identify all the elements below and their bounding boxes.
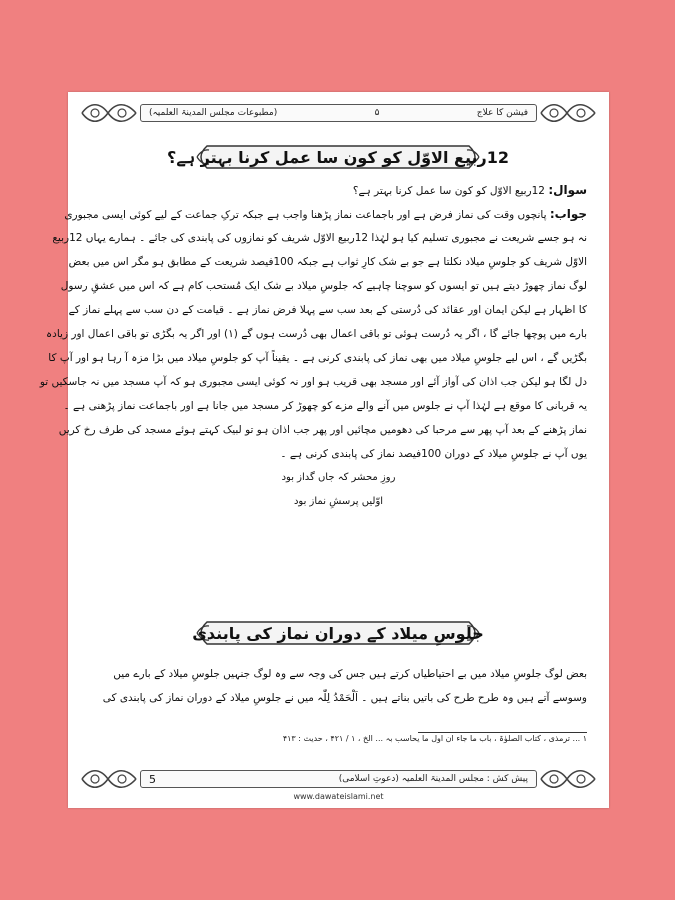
- section2-line-0: بعض لوگ جلوسِ میلاد میں بے احتیاطیاں کرتے ہیں جس کی وجہ سے وہ لوگ جنہیں جلوسِ میلاد کے بارے میں: [113, 668, 587, 680]
- answer-line-9: نماز پڑھنے کے بعد آپ پھر سے مرحبا کی دھومیں مچائیں اور پھر جب اذان ہو تو لبیک کہتے ہوئے مسجد کی طرف رخ کریں: [58, 424, 587, 436]
- answer-line-4: کا اظہار ہے لیکن ایمان اور عقائد کی دُرستی کے بعد سب سے پہلا فرض نماز ہے ۔ قیامت کے دن سب سے پہلے نماز کے: [68, 304, 587, 316]
- answer-line: [64, 202, 587, 226]
- section2-line-1: وسوسے آتے ہیں وہ طرح طرح کی باتیں بناتے ہیں ۔ اَلْحَمْدُ لِلّٰہ میں نے جلوسِ میلاد کے دوران نماز کی پابندی کی: [102, 692, 587, 704]
- section2-body: [90, 662, 587, 710]
- section2-title-banner: [193, 620, 483, 646]
- footnote: ۱ ... ترمذی ، کتاب الصلوٰۃ ، باب ما جاء ان اول ما یحاسب بہ ... الخ ، ۱ / ۴۲۱ ، حدیث : ۴۱۳: [282, 734, 587, 743]
- answer-line-2: الاوّل شریف کو جلوسِ میلاد نکلتا ہے جو بے شک کارِ ثواب ہے جبکہ 100فیصد شریعت کے مطابق ہو مگر اس میں بعض: [68, 256, 587, 268]
- answer-line-7: دل لگا ہو لیکن جب اذان کی آواز آئے اور مسجد بھی قریب ہو اور نہ کوئی ایسی مجبوری ہو کہ آپ مسجد میں نہ جاسکیں تو: [39, 376, 587, 388]
- answer-line-8: یہ قربانی کا موقع ہے لہٰذا آپ نے جلوس میں آنے والے مزے کو چھوڑ کر مسجد میں جانا ہے اور باجماعت نماز پڑھنی ہے ۔: [63, 400, 587, 412]
- website-url: www.dawateislami.net: [293, 792, 384, 801]
- answer-line-10: یوں آپ نے جلوسِ میلاد کے دوران 100فیصد نماز کی پابندی کرنی ہے ۔: [280, 448, 587, 460]
- question-text: 12ربیع الاوّل کو کون سا عمل کرنا بہتر ہے؟: [352, 185, 545, 197]
- poem-line-2: اوّلیں پرسشِ نماز بود: [293, 496, 384, 507]
- book-title: فیشن کا علاج: [476, 108, 528, 118]
- answer-label: جواب:: [549, 207, 587, 221]
- header-page-number: ۵: [374, 108, 380, 118]
- footer-publisher: پیش کش : مجلس المدینۃ العلمیہ (دعوتِ اسلامی): [338, 774, 528, 784]
- footer-box: [140, 770, 537, 788]
- document-page: [39, 92, 609, 808]
- footer-ornament-left-icon: [80, 766, 138, 792]
- question-line: [90, 178, 587, 202]
- answer-line-0: پانچوں وقت کی نماز فرض ہے اور باجماعت نماز پڑھنا واجب ہے جبکہ ترکِ جماعت کے لیے کوئی ایسی مجبوری: [64, 209, 547, 221]
- footer-page-number: 5: [149, 772, 156, 786]
- footer-ornament-right-icon: [539, 766, 597, 792]
- section1-title: 12ربیع الاوّل کو کون سا عمل کرنا بہتر ہے؟: [167, 147, 509, 167]
- header-ornament-right-icon: [539, 100, 597, 126]
- footnote-divider: [418, 732, 587, 733]
- question-label: سوال:: [548, 183, 587, 197]
- answer-line-3: لوگ نماز چھوڑ دیتے ہیں تو ایسوں کو سوچنا چاہیے کہ جلوسِ میلاد بے شک ایک مُستحب کام ہے کہ اس میں عشقِ رسول: [60, 280, 587, 292]
- answer-line-1: نہ ہو جسے شریعت نے مجبوری تسلیم کیا ہو لہٰذا 12ربیع الاوّل شریف کو نمازوں کی پابندی کی جائے ۔ ہمارے یہاں 12ربیع: [52, 232, 587, 244]
- section1-title-banner: [167, 144, 509, 170]
- publisher-note: (مطبوعات مجلس المدینۃ العلمیہ): [149, 108, 278, 118]
- page-footer: [80, 766, 597, 792]
- poem-line-1: روزِ محشر کہ جاں گداز بود: [281, 472, 396, 483]
- section1-body: [39, 178, 587, 514]
- header-ornament-left-icon: [80, 100, 138, 126]
- page-header: [80, 100, 597, 126]
- header-box: [140, 104, 537, 122]
- answer-line-5: بارے میں پوچھا جائے گا ، اگر یہ دُرست ہوئی تو باقی اعمال بھی دُرست ہوں گے (۱) اور اگر یہ بگڑی تو باقی اعمال اور زیادہ: [46, 328, 587, 340]
- answer-line-6: بگڑیں گے ، اس لیے جلوسِ میلاد میں بھی نماز کی پابندی کرنی ہے ۔ یقیناً آپ کو جلوسِ میلاد میں بڑا مزہ آ رہا ہو اور آپ کا: [48, 352, 587, 364]
- section2-title: جلوسِ میلاد کے دوران نماز کی پابندی: [192, 623, 484, 643]
